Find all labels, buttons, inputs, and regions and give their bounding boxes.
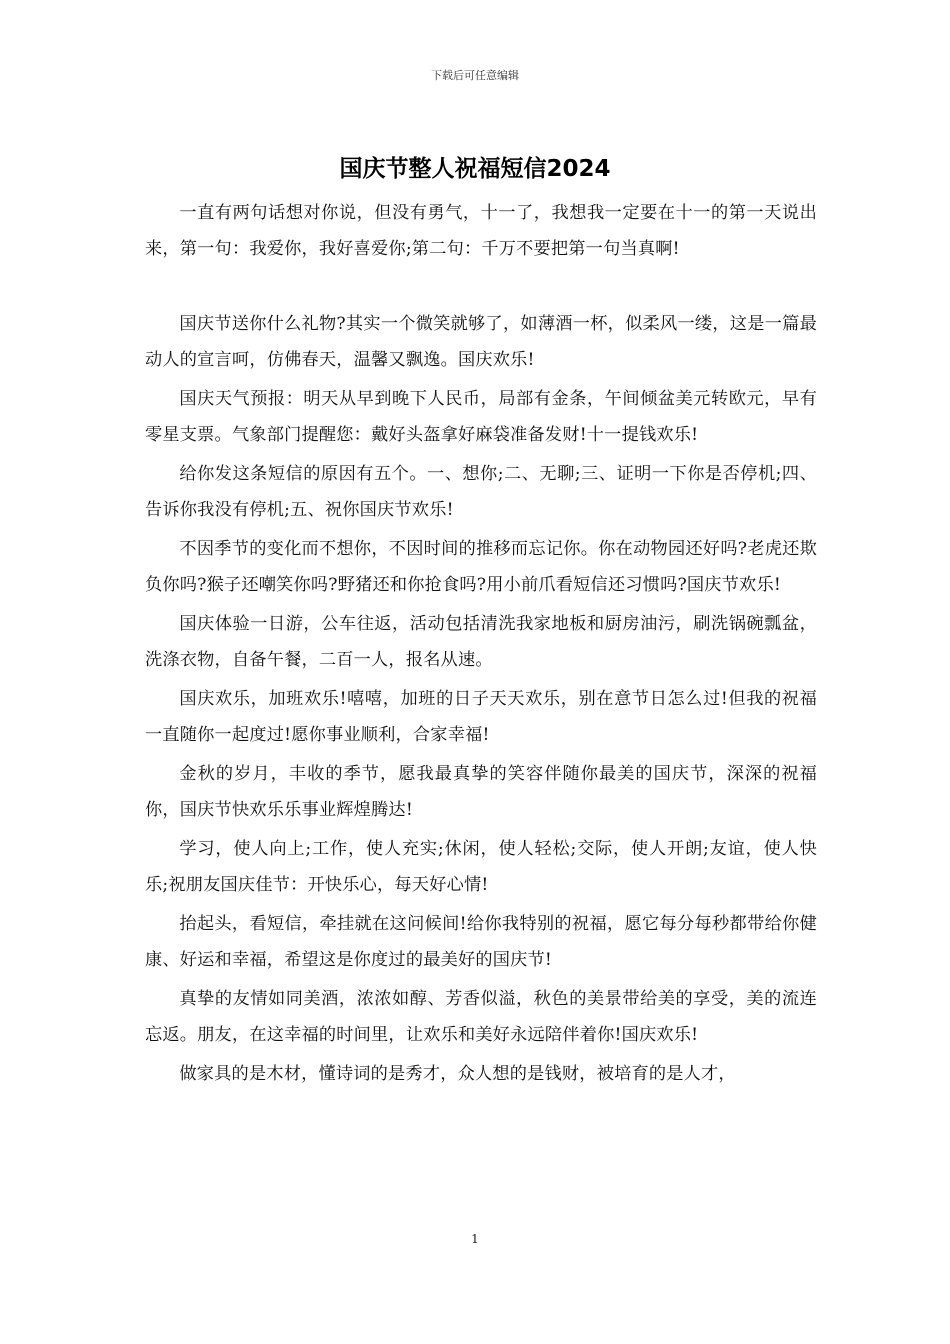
paragraph: 抬起头，看短信，牵挂就在这问候间!给你我特别的祝福，愿它每分每秒都带给你健康、好运和幸福，希望这是你度过的最美好的国庆节! <box>145 914 817 970</box>
page-number: 1 <box>471 1232 479 1246</box>
paragraph: 给你发这条短信的原因有五个。一、想你;二、无聊;三、证明一下你是否停机;四、告诉你我没有停机;五、祝你国庆节欢乐! <box>145 464 817 520</box>
paragraph: 金秋的岁月，丰收的季节，愿我最真挚的笑容伴随你最美的国庆节，深深的祝福你，国庆节快欢乐乐事业辉煌腾达! <box>145 764 817 820</box>
paragraph: 不因季节的变化而不想你，不因时间的推移而忘记你。你在动物园还好吗?老虎还欺负你吗?猴子还嘲笑你吗?野猪还和你抢食吗?用小前爪看短信还习惯吗?国庆节欢乐! <box>145 539 817 595</box>
document-body <box>145 195 817 1095</box>
paragraph: 学习，使人向上;工作，使人充实;休闲，使人轻松;交际，使人开朗;友谊，使人快乐;祝朋友国庆佳节：开快乐心，每天好心情! <box>145 839 817 895</box>
paragraph: 真挚的友情如同美酒，浓浓如醇、芳香似溢，秋色的美景带给美的享受，美的流连忘返。朋友，在这幸福的时间里，让欢乐和美好永远陪伴着你!国庆欢乐! <box>145 989 817 1045</box>
paragraph: 国庆体验一日游，公车往返，活动包括清洗我家地板和厨房油污，刷洗锅碗瓢盆，洗涤衣物，自备午餐，二百一人，报名从速。 <box>145 614 817 670</box>
paragraph: 国庆节送你什么礼物?其实一个微笑就够了，如薄酒一杯，似柔风一缕，这是一篇最动人的宣言呵，仿佛春天，温馨又飘逸。国庆欢乐! <box>145 314 817 370</box>
page-header-note: 下载后可任意编辑 <box>431 69 519 82</box>
paragraph: 国庆天气预报：明天从早到晚下人民币，局部有金条，午间倾盆美元转欧元，早有零星支票。气象部门提醒您：戴好头盔拿好麻袋准备发财!十一提钱欢乐! <box>145 389 817 445</box>
paragraph: 做家具的是木材，懂诗词的是秀才，众人想的是钱财，被培育的是人才， <box>179 1064 736 1084</box>
paragraph: 一直有两句话想对你说，但没有勇气，十一了，我想我一定要在十一的第一天说出来，第一句：我爱你，我好喜爱你;第二句：千万不要把第一句当真啊! <box>145 203 817 259</box>
paragraph: 国庆欢乐，加班欢乐!嘻嘻，加班的日子天天欢乐，别在意节日怎么过!但我的祝福一直随你一起度过!愿你事业顺利，合家幸福! <box>145 689 817 745</box>
document-title: 国庆节整人祝福短信2024 <box>339 156 611 182</box>
